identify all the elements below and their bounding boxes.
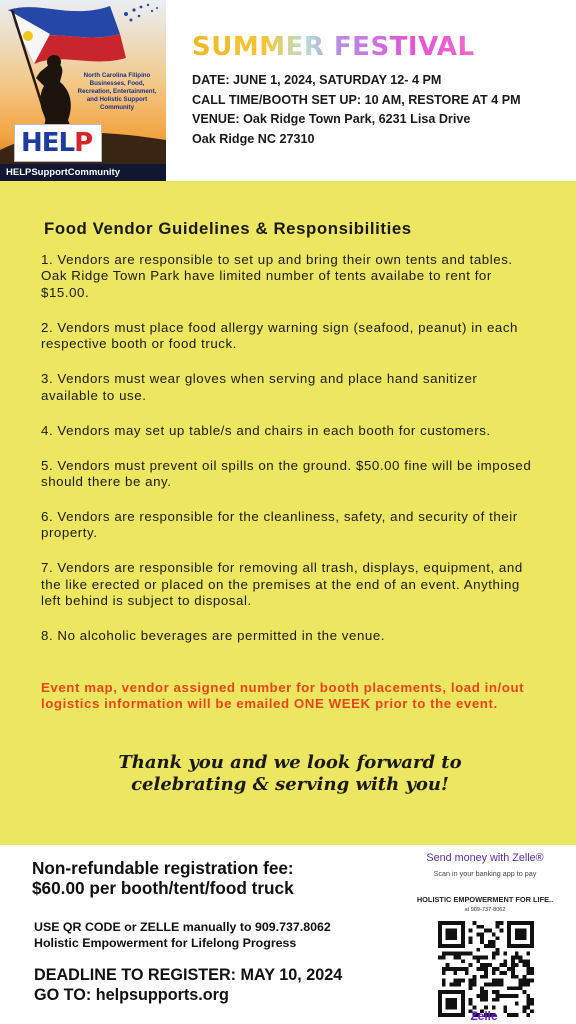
- thank-you-line-1: Thank you and we look forward to: [118, 752, 462, 773]
- guideline-item: 1. Vendors are responsible to set up and bring their own tents and tables. Oak Ridge Town Park have limited number of tents availabe to rent for $15.00.: [41, 252, 513, 300]
- logo-tagline: North Carolina Filipino Businesses, Food, Recreation, Entertainment, and Holistic Support Community: [77, 72, 157, 111]
- help-wordmark-suffix: P: [74, 128, 93, 158]
- guideline-item: 3. Vendors must wear gloves when serving and place hand sanitizer available to use.: [41, 371, 478, 403]
- qr-code-icon[interactable]: [438, 921, 534, 1017]
- thank-you-line-2: celebrating & serving with you!: [131, 774, 449, 795]
- guideline-item: 5. Vendors must prevent oil spills on the ground. $50.00 fine will be imposed should there be any.: [41, 457, 532, 490]
- guideline-item: 6. Vendors are responsible for the cleanliness, safety, and security of their property.: [41, 509, 518, 541]
- payment-info: [34, 920, 394, 951]
- header-banner: [0, 0, 576, 181]
- guideline-item: 2. Vendors must place food allergy warning sign (seafood, peanut) in each respective booth or food truck.: [41, 319, 518, 352]
- registration-fee: [32, 858, 382, 898]
- deadline-info: [34, 965, 394, 1005]
- event-call-time: CALL TIME/BOOTH SET UP: 10 AM, RESTORE AT 4 PM: [192, 92, 521, 107]
- zelle-logo: Zelle: [470, 1009, 498, 1023]
- event-venue: VENUE: Oak Ridge Town Park, 6231 Lisa Drive: [192, 112, 471, 126]
- help-wordmark: [14, 124, 102, 162]
- festival-title: SUMMER FESTIVAL: [192, 32, 475, 62]
- zelle-recipient-name: HOLISTIC EMPOWERMENT FOR LIFE..: [416, 895, 554, 904]
- event-city: Oak Ridge NC 27310: [192, 131, 315, 146]
- zelle-card: [394, 845, 576, 1024]
- guideline-item: 8. No alcoholic beverages are permitted in the venue.: [41, 628, 386, 644]
- email-notice: Event map, vendor assigned number for booth placements, load in/out logistics information will be emailed ONE WEEK prior to the event.: [41, 680, 525, 712]
- help-wordmark-prefix: HEL: [21, 128, 75, 158]
- logo-handle: HELPSupportCommunity: [0, 164, 166, 181]
- payment-line-1: USE QR CODE or ZELLE manually to 909.737.8062: [34, 920, 331, 934]
- fee-line-1: Non-refundable registration fee:: [32, 858, 294, 878]
- guidelines-list: [41, 252, 536, 663]
- thank-you-message: [90, 752, 490, 796]
- zelle-scan-text: Scan in your banking app to pay: [433, 869, 537, 878]
- fee-line-2: $60.00 per booth/tent/food truck: [32, 878, 294, 898]
- registration-footer: [0, 845, 576, 1024]
- guideline-item: 7. Vendors are responsible for removing all trash, displays, equipment, and the like erected or placed on the premises at the end of an event. Anything left behind is subject to disposal.: [41, 560, 523, 609]
- deadline-line: DEADLINE TO REGISTER: MAY 10, 2024: [34, 966, 343, 984]
- help-logo: [0, 0, 166, 181]
- website-line: GO TO: helpsupports.org: [34, 986, 229, 1004]
- event-info: [192, 71, 572, 149]
- zelle-recipient-phone: at 909-737-8062: [464, 907, 506, 913]
- payment-line-2: Holistic Empowerment for Lifelong Progress: [34, 935, 297, 950]
- event-date: DATE: JUNE 1, 2024, SATURDAY 12- 4 PM: [192, 73, 442, 87]
- zelle-send-text: Send money with Zelle®: [426, 852, 544, 864]
- guidelines-title: Food Vendor Guidelines & Responsibilities: [44, 219, 412, 238]
- guideline-item: 4. Vendors may set up table/s and chairs in each booth for customers.: [41, 422, 491, 438]
